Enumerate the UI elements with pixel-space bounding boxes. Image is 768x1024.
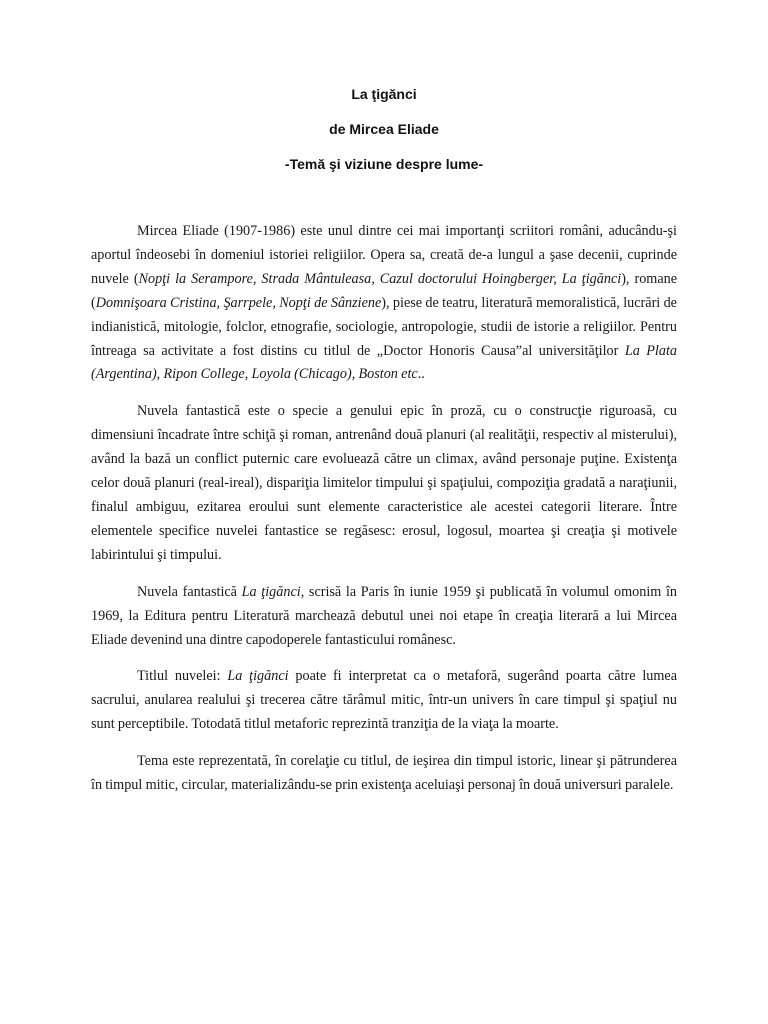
italic-text: La ţigănci, [241,583,305,600]
paragraph-text: Titlul nuvelei: [137,668,228,685]
italic-text: La ţigănci [227,668,289,685]
paragraph-5 [91,750,677,798]
paragraph-2 [91,400,677,567]
paragraph-4 [91,665,677,737]
author-line: de Mircea Eliade [329,121,439,137]
document-title: La ţigănci [351,86,417,102]
paragraph-1 [91,220,677,387]
paragraph-text: Nuvela fantastică este o specie a genului epic în proză, cu o construcţie riguroasă, cu dimensiuni încadrate între schiţă şi roman, antrenând două planuri (al realităţii, respectiv al misterului), având la bază un conflict puternic care evoluează către un climax, având personaje puţine. Existenţa celor două planuri (real-ireal), dispariţia limitelor timpului şi spaţiului, compoziţia gradată a naraţiunii, finalul ambiguu, ezitarea eroului sunt elemente caracteristice ale acestei categorii literare. Între elementele specifice nuvelei fantastice se regăsesc: erosul, logosul, moartea şi creaţia şi motivele labirintului şi timpului. [91,403,677,563]
paragraph-text: scrisă la Paris în iunie 1959 şi publicată în volumul omonim în 1969, la Editura pentru Literatură marchează debutul unei noi etape în creaţia literară a lui Mircea Eliade devenind una dintre capodoperele fantasticului românesc. [91,583,678,648]
paragraph-text: ), romane ( [91,270,678,311]
paragraph-text: Tema este reprezentată, în corelaţie cu titlul, de ieşirea din timpul istoric, linear şi pătrunderea în timpul mitic, circular, materializându-se prin existenţa aceluiaşi personaj în două universuri paralele. [91,753,677,794]
italic-text: Nopţi la Serampore, Strada Mântuleasa, Cazul doctorului Hoingberger, La ţigănci [138,270,622,287]
document-subtitle: -Temă şi viziune despre lume- [284,156,484,172]
paragraph-text: ), piese de teatru, literatură memoralistică, lucrări de indianistică, mitologie, folclor, etnografie, sociologie, antropologie, studii de istorie a religiilor. Pentru întreaga sa activitate a fost distins cu titlul de „Doctor Honoris Causa”al universităţilor [91,294,677,359]
paragraph-text: .. [417,366,425,383]
paragraph-3 [91,581,677,653]
italic-text: La Plata (Argentina), Ripon College, Loyola (Chicago), Boston etc [91,342,678,383]
paragraph-text: Nuvela fantastică [137,583,242,600]
italic-text: Domnişoara Cristina, Şarrpele, Nopţi de Sânziene [95,294,382,311]
paragraph-text: poate fi interpretat ca o metaforă, sugerând poarta către lumea sacrului, anularea realului şi trecerea către tărâmul mitic, într-un univers în care timpul şi spaţiul nu sunt perceptibile. Totodată titlul metaforic reprezintă tranziţia de la viaţa la moarte. [91,668,678,733]
document-body [91,220,677,811]
paragraph-text: Mircea Eliade (1907-1986) este unul dintre cei mai importanţi scriitori români, aducându-şi aportul îndeosebi în domeniul istoriei religiilor. Opera sa, creată de-a lungul a şase decenii, cuprinde nuvele ( [91,223,677,287]
